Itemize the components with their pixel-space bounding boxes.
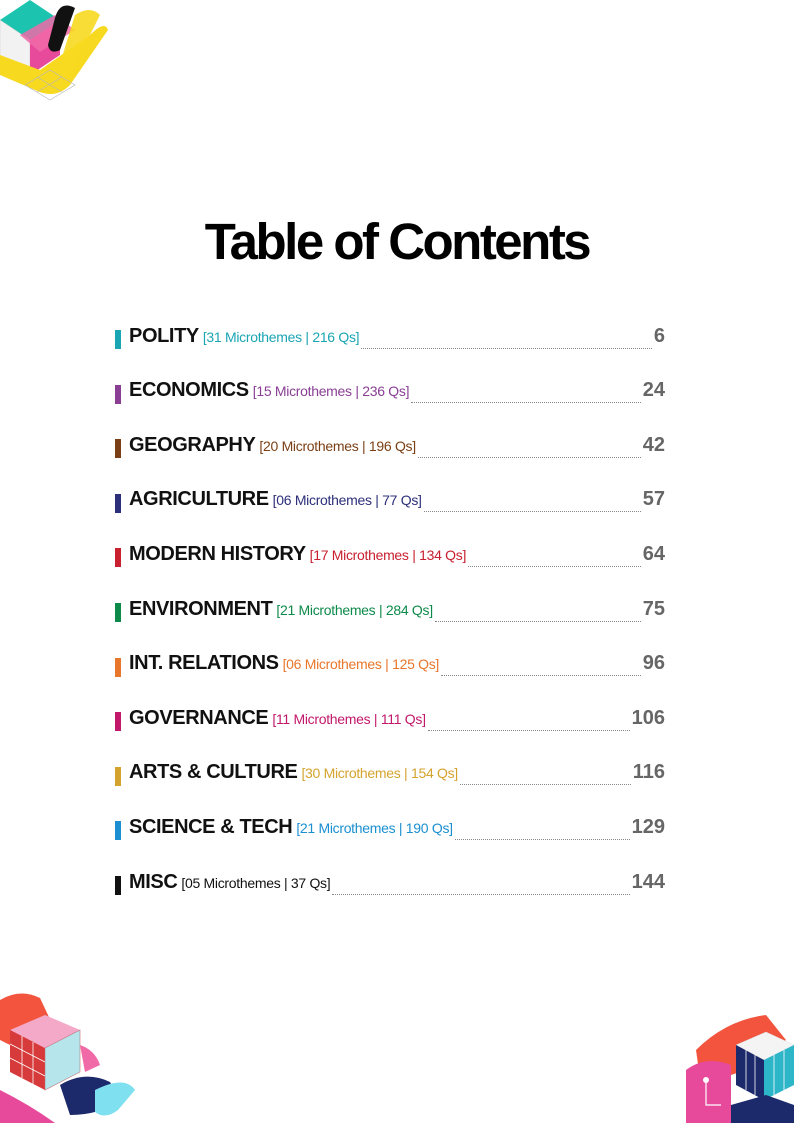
dot-leader <box>428 729 630 731</box>
section-color-marker <box>115 821 121 840</box>
page-number: 57 <box>642 488 665 511</box>
toc-entry[interactable] <box>115 791 665 846</box>
page-number: 24 <box>642 379 665 402</box>
section-name: POLITY <box>129 324 199 347</box>
page-number: 144 <box>631 870 665 893</box>
section-meta: [06 Microthemes | 77 Qs] <box>272 492 422 509</box>
section-name: ECONOMICS <box>129 379 249 402</box>
section-name: SCIENCE & TECH <box>129 815 293 838</box>
dot-leader <box>411 401 641 403</box>
section-name: INT. RELATIONS <box>129 652 279 675</box>
cube-decoration-top-left <box>0 0 115 110</box>
toc-entry[interactable] <box>115 573 665 628</box>
section-color-marker <box>115 767 121 786</box>
section-meta: [31 Microthemes | 216 Qs] <box>202 328 360 345</box>
toc-entry[interactable] <box>115 300 665 355</box>
section-meta: [21 Microthemes | 284 Qs] <box>276 601 433 618</box>
section-meta: [06 Microthemes | 125 Qs] <box>282 656 440 673</box>
section-name: MODERN HISTORY <box>129 542 306 565</box>
cube-decoration-bottom-right <box>686 1010 794 1123</box>
section-meta: [21 Microthemes | 190 Qs] <box>296 819 453 836</box>
dot-leader <box>361 347 652 349</box>
toc-entry[interactable] <box>115 464 665 519</box>
toc-entry[interactable] <box>115 737 665 792</box>
section-color-marker <box>115 712 121 731</box>
section-name: MISC <box>129 870 178 893</box>
section-name: GEOGRAPHY <box>129 433 256 456</box>
dot-leader <box>441 674 641 676</box>
toc-entry[interactable] <box>115 355 665 410</box>
section-name: AGRICULTURE <box>129 488 269 511</box>
page-number: 6 <box>653 324 665 347</box>
page-number: 116 <box>632 761 665 784</box>
page-number: 42 <box>642 433 665 456</box>
dot-leader <box>332 893 629 895</box>
section-color-marker <box>115 658 121 677</box>
page-number: 75 <box>642 597 665 620</box>
section-color-marker <box>115 876 121 895</box>
section-name: ARTS & CULTURE <box>129 761 298 784</box>
section-meta: [11 Microthemes | 111 Qs] <box>272 710 426 727</box>
section-color-marker <box>115 330 121 349</box>
dot-leader <box>468 565 641 567</box>
section-meta: [30 Microthemes | 154 Qs] <box>301 765 458 782</box>
section-meta: [15 Microthemes | 236 Qs] <box>252 383 410 400</box>
section-color-marker <box>115 548 121 567</box>
page-number: 64 <box>642 542 665 565</box>
section-name: ENVIRONMENT <box>129 597 273 620</box>
page-title: Table of Contents <box>204 213 590 271</box>
page-number: 96 <box>642 652 665 675</box>
section-meta: [17 Microthemes | 134 Qs] <box>309 546 467 563</box>
toc-entry[interactable] <box>115 409 665 464</box>
section-color-marker <box>115 439 121 458</box>
section-color-marker <box>115 385 121 404</box>
dot-leader <box>418 456 641 458</box>
section-name: GOVERNANCE <box>129 706 269 729</box>
page-number: 106 <box>631 706 665 729</box>
dot-leader <box>460 783 631 785</box>
toc-entry[interactable] <box>115 518 665 573</box>
section-color-marker <box>115 603 121 622</box>
dot-leader <box>455 838 630 840</box>
dot-leader <box>424 510 641 512</box>
page-number: 129 <box>631 815 665 838</box>
toc-entry[interactable] <box>115 628 665 683</box>
section-color-marker <box>115 494 121 513</box>
toc-entry[interactable] <box>115 682 665 737</box>
section-meta: [20 Microthemes | 196 Qs] <box>259 437 416 454</box>
toc-entry[interactable] <box>115 846 665 901</box>
section-meta: [05 Microthemes | 37 Qs] <box>181 874 331 891</box>
dot-leader <box>435 620 641 622</box>
cube-decoration-bottom-left <box>0 990 140 1123</box>
table-of-contents <box>115 300 665 901</box>
